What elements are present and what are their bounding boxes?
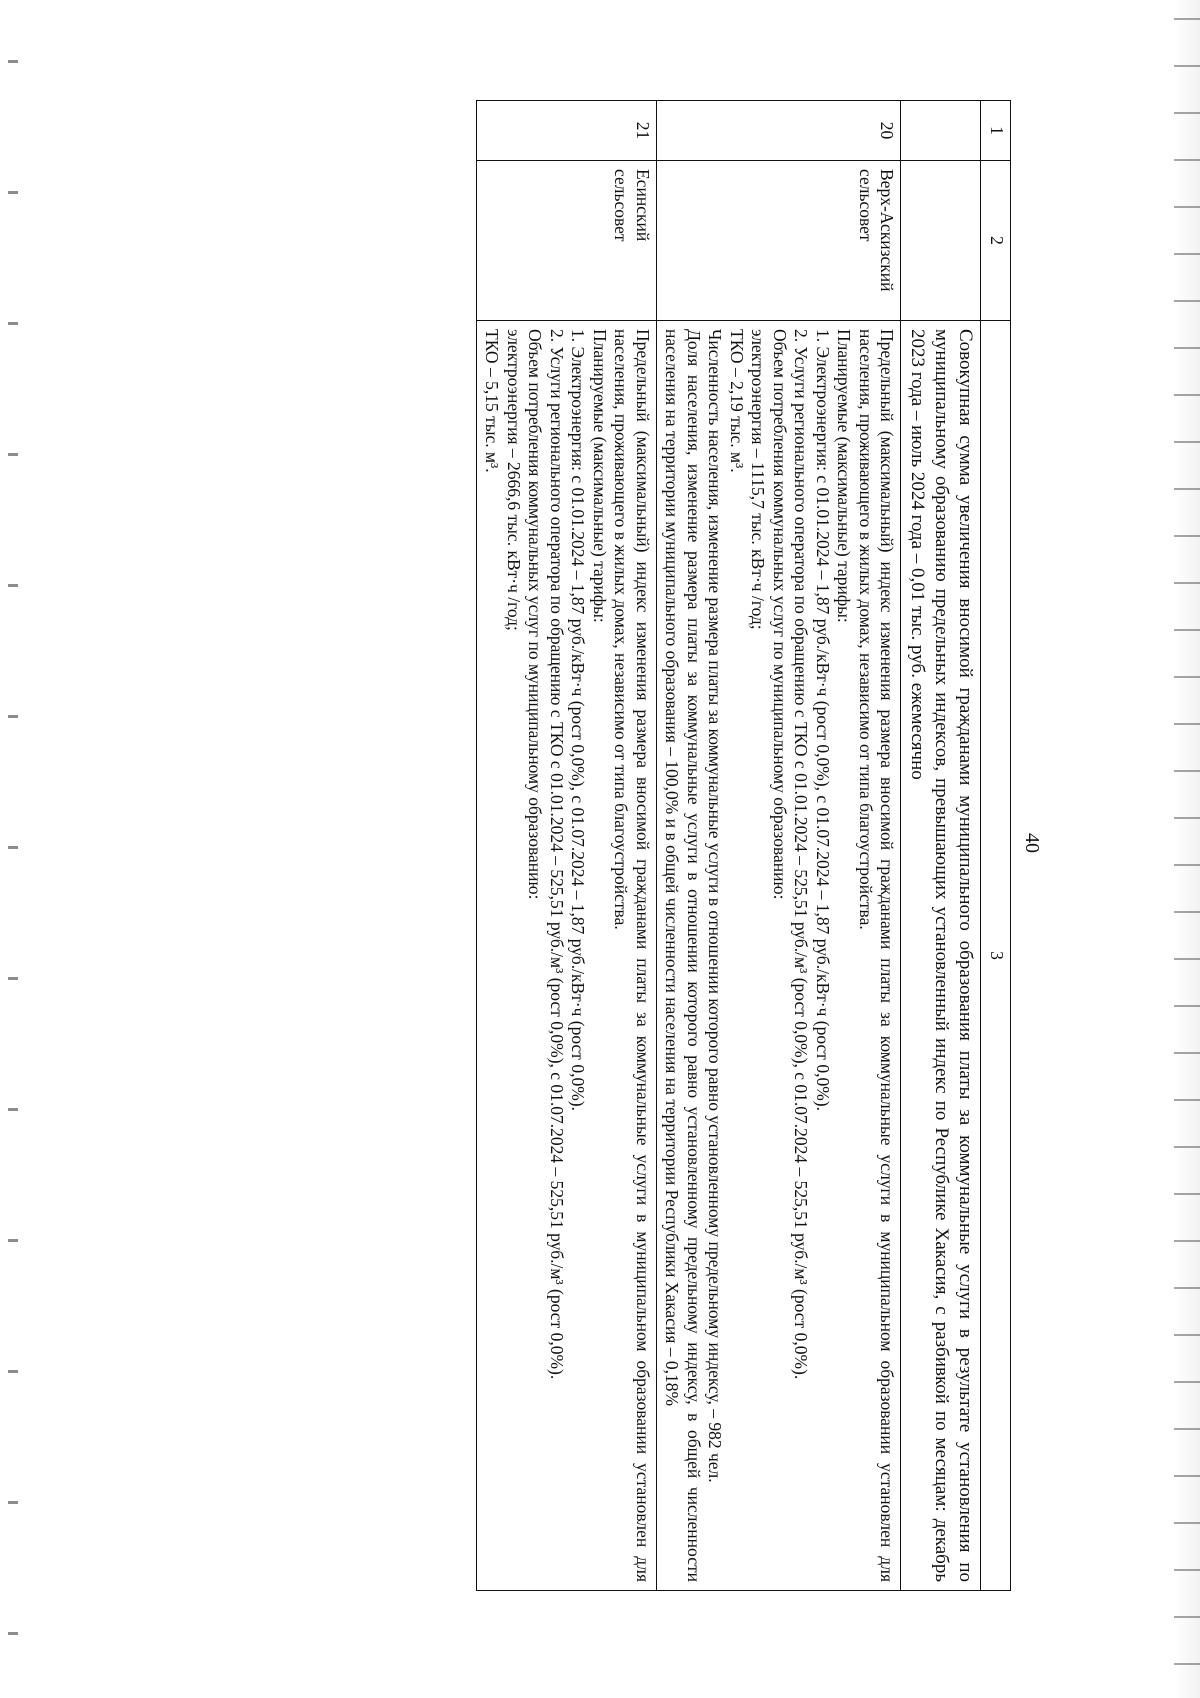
scan-edge-dots	[8, 0, 18, 1698]
text-line: 2. Услуги регионального оператора по обращению с ТКО с 01.01.2024 – 525,51 руб./м³ (рост 0,0%), с 01.07.2024 – 525,51 руб./м³ (рост 0,0%).	[547, 329, 567, 1380]
municipality-name: Верх-Аскизский сельсовет	[657, 161, 902, 321]
row-number: 20	[657, 101, 902, 161]
text-line: Численность населения, изменение размера платы за коммунальные услуги в отношении которого равно установленному предельному индексу, – 982 чел.	[705, 329, 726, 1483]
text-line: электроэнергия – 1115,7 тыс. кВт·ч /год;	[748, 329, 769, 630]
rotated-page	[173, 73, 1043, 1613]
header-cell-2: 2	[981, 161, 1011, 321]
text-line: 1. Электроэнергия: с 01.01.2024 – 1,87 руб./кВт·ч (рост 0,0%), с 01.07.2024 – 1,87 руб./кВт·ч (рост 0,0%).	[568, 329, 589, 1111]
text-line: Предельный (максимальный) индекс изменения размера вносимой гражданами платы за коммунальные услуги в муниципальном образовании установлен для населения, проживающего в жилых домах, независимо от типа благоустройства.	[611, 329, 653, 1582]
row-description	[477, 321, 657, 1591]
continuation-text: Совокупная сумма увеличения вносимой гражданами муниципального образования платы за коммунальные услуги в результате установления по муниципальному образованию предельных индексов, превышающих установленный индекс по Республике Хакасия, с разбивкой по месяцам: декабрь 2023 года – июль 2024 года – 0,01 тыс. руб. ежемесячно	[907, 329, 977, 1582]
text-line: электроэнергия – 2666,6 тыс. кВт·ч /год;	[504, 329, 524, 631]
text-line: 2. Услуги регионального оператора по обращению с ТКО с 01.01.2024 – 525,51 руб./м³ (рост 0,0%), с 01.07.2024 – 525,51 руб./м³ (рост 0,0%).	[791, 329, 812, 1380]
row-description	[657, 321, 902, 1591]
row-number: 21	[477, 101, 657, 161]
table-row	[477, 101, 657, 1591]
empty-cell	[901, 161, 981, 321]
table-row	[657, 101, 902, 1591]
scan-edge-noise	[1174, 0, 1200, 1698]
text-line: ТКО – 2,19 тыс. м³.	[727, 329, 747, 473]
header-cell-1: 1	[981, 101, 1011, 161]
municipality-name: Есинский сельсовет	[477, 161, 657, 321]
tariff-table	[476, 100, 1011, 1591]
continuation-row	[901, 101, 981, 1591]
text-line: Объем потребления коммунальных услуг по муниципальному образованию:	[525, 329, 546, 900]
text-line: Планируемые (максимальные) тарифы:	[590, 329, 610, 623]
text-line: ТКО – 5,15 тыс. м³.	[482, 329, 503, 473]
continuation-cell	[901, 321, 981, 1591]
text-line: Планируемые (максимальные) тарифы:	[834, 329, 855, 623]
text-line: Объем потребления коммунальных услуг по муниципальному образованию:	[770, 329, 790, 900]
text-line: Предельный (максимальный) индекс изменения размера вносимой гражданами платы за коммунальные услуги в муниципальном образовании установлен для населения, проживающего в жилых домах, независимо от типа благоустройства.	[856, 329, 898, 1582]
text-line: Доля населения, изменение размера платы за коммунальные услуги в отношении которого равно установленному предельному индексу, в общей численности населения на территории муниципального образования – 100,0% и в общей численности населения на территории Республики Хакасия – 0,18%	[662, 329, 704, 1582]
text-line: 1. Электроэнергия: с 01.01.2024 – 1,87 руб./кВт·ч (рост 0,0%), с 01.07.2024 – 1,87 руб./кВт·ч (рост 0,0%).	[813, 329, 833, 1111]
empty-cell	[901, 101, 981, 161]
header-row	[981, 101, 1011, 1591]
page-number: 40	[1021, 833, 1043, 853]
header-cell-3: 3	[981, 321, 1011, 1591]
